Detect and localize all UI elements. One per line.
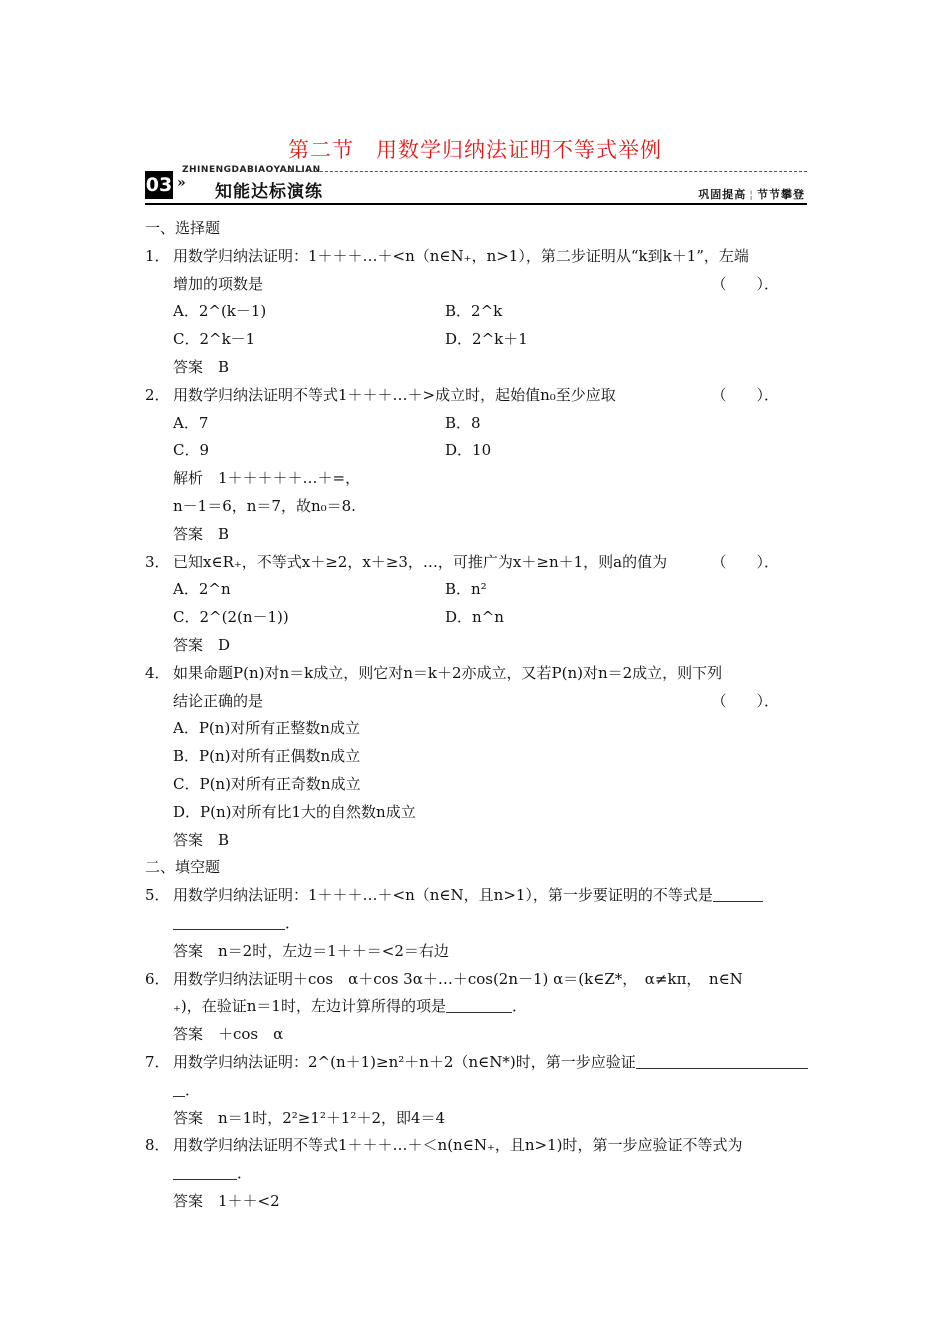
question-7-cont: ． [145,1077,807,1105]
answer-blank[interactable] [173,1082,185,1097]
question-3-options-ab: A．2^n B．n² [173,580,487,599]
section-heading: 一、选择题 [145,219,221,237]
banner-heading: 知能达标演练 [215,182,323,202]
question-2: 2． 用数学归纳法证明不等式1＋＋＋…＋>成立时，起始值n₀至少应取 （ ）． [145,385,779,404]
exercise-content [145,215,807,1216]
question-5-cont: ． [145,910,807,938]
question-1-options-cd: C．2^k－1 D．2^k＋1 [173,330,528,349]
answer-blank[interactable] [713,887,763,902]
section-heading: 二、填空题 [145,858,221,877]
question-3-answer: 答案 D [173,635,231,654]
question-8-cont: ． [145,1160,807,1188]
banner-rule [145,203,807,205]
question-4-option-d: D．P(n)对所有比1大的自然数n成立 [173,802,416,821]
question-2-answer: 答案 B [173,524,230,543]
section-banner [145,165,807,205]
question-8-answer: 答案 1＋＋<2 [173,1191,280,1210]
question-6-cont: ₊)，在验证n＝1时，左边计算所得的项是 ． [173,997,527,1016]
question-7-answer: 答案 n＝1时，2²≥1²＋1²＋2，即4＝4 [173,1108,446,1127]
banner-slogan: 巩固提高 ¦ 节节攀登 [698,188,805,201]
page-title: 第二节 用数学归纳法证明不等式举例 [288,138,662,162]
question-3: 3． 已知x∈R₊，不等式x＋≥2，x＋≥3，…，可推广为x＋≥n＋1，则a的值为 （ ）． [145,552,779,571]
answer-blank[interactable] [636,1054,808,1069]
question-5: 5． 用数学归纳法证明：1＋＋＋…＋<n（n∈N，且n>1），第一步要证明的不等式是 [145,882,807,910]
section-number: 03 [145,171,173,199]
question-2-explanation: 解析 1＋＋＋＋＋…＋=， [173,469,361,488]
answer-blank[interactable] [446,998,512,1013]
answer-blank[interactable] [173,915,285,930]
question-1-cont: 增加的项数是 （ ）． [173,274,779,293]
question-6: 6． 用数学归纳法证明＋cos α＋cos 3α＋…＋cos(2n－1) α＝(k∈Z*， α≠kπ， n∈N [145,969,743,988]
question-4-answer: 答案 B [173,830,230,849]
question-2-explanation-cont: n－1＝6，n＝7，故n₀＝8. [173,496,356,515]
question-4: 4． 如果命题P(n)对n＝k成立，则它对n＝k＋2亦成立，又若P(n)对n＝2成立，则下列 [145,663,723,682]
question-6-answer: 答案 ＋cos α [173,1025,284,1044]
question-2-options-ab: A．7 B．8 [173,413,481,432]
banner-dotted-line [285,171,807,172]
question-7: 7． 用数学归纳法证明：2^(n＋1)≥n²＋n＋2（n∈N*)时，第一步应验证 [145,1049,807,1077]
question-5-answer: 答案 n＝2时，左边＝1＋＋＝<2＝右边 [173,941,449,960]
question-4-option-c: C．P(n)对所有正奇数n成立 [173,774,361,793]
question-3-options-cd: C．2^(2(n－1)) D．n^n [173,608,504,627]
question-4-option-a: A．P(n)对所有正整数n成立 [173,719,360,738]
chevron-icon: » [177,175,186,191]
question-1-options-ab: A．2^(k－1) B．2^k [173,302,503,321]
question-2-options-cd: C．9 D．10 [173,441,492,460]
question-8: 8． 用数学归纳法证明不等式1＋＋＋…＋＜n(n∈N₊，且n>1)时，第一步应验证不等式为 [145,1136,743,1155]
question-4-option-b: B．P(n)对所有正偶数n成立 [173,747,361,766]
banner-pinyin: ZHINENGDABIAOYANLIAN [182,165,321,175]
answer-blank[interactable] [173,1165,237,1180]
question-4-cont: 结论正确的是 （ ）． [173,691,779,710]
question-1: 1． 用数学归纳法证明：1＋＋＋…＋<n（n∈N₊，n>1），第二步证明从“k到k＋1”，左端 [145,246,749,265]
question-1-answer: 答案 B [173,357,230,376]
